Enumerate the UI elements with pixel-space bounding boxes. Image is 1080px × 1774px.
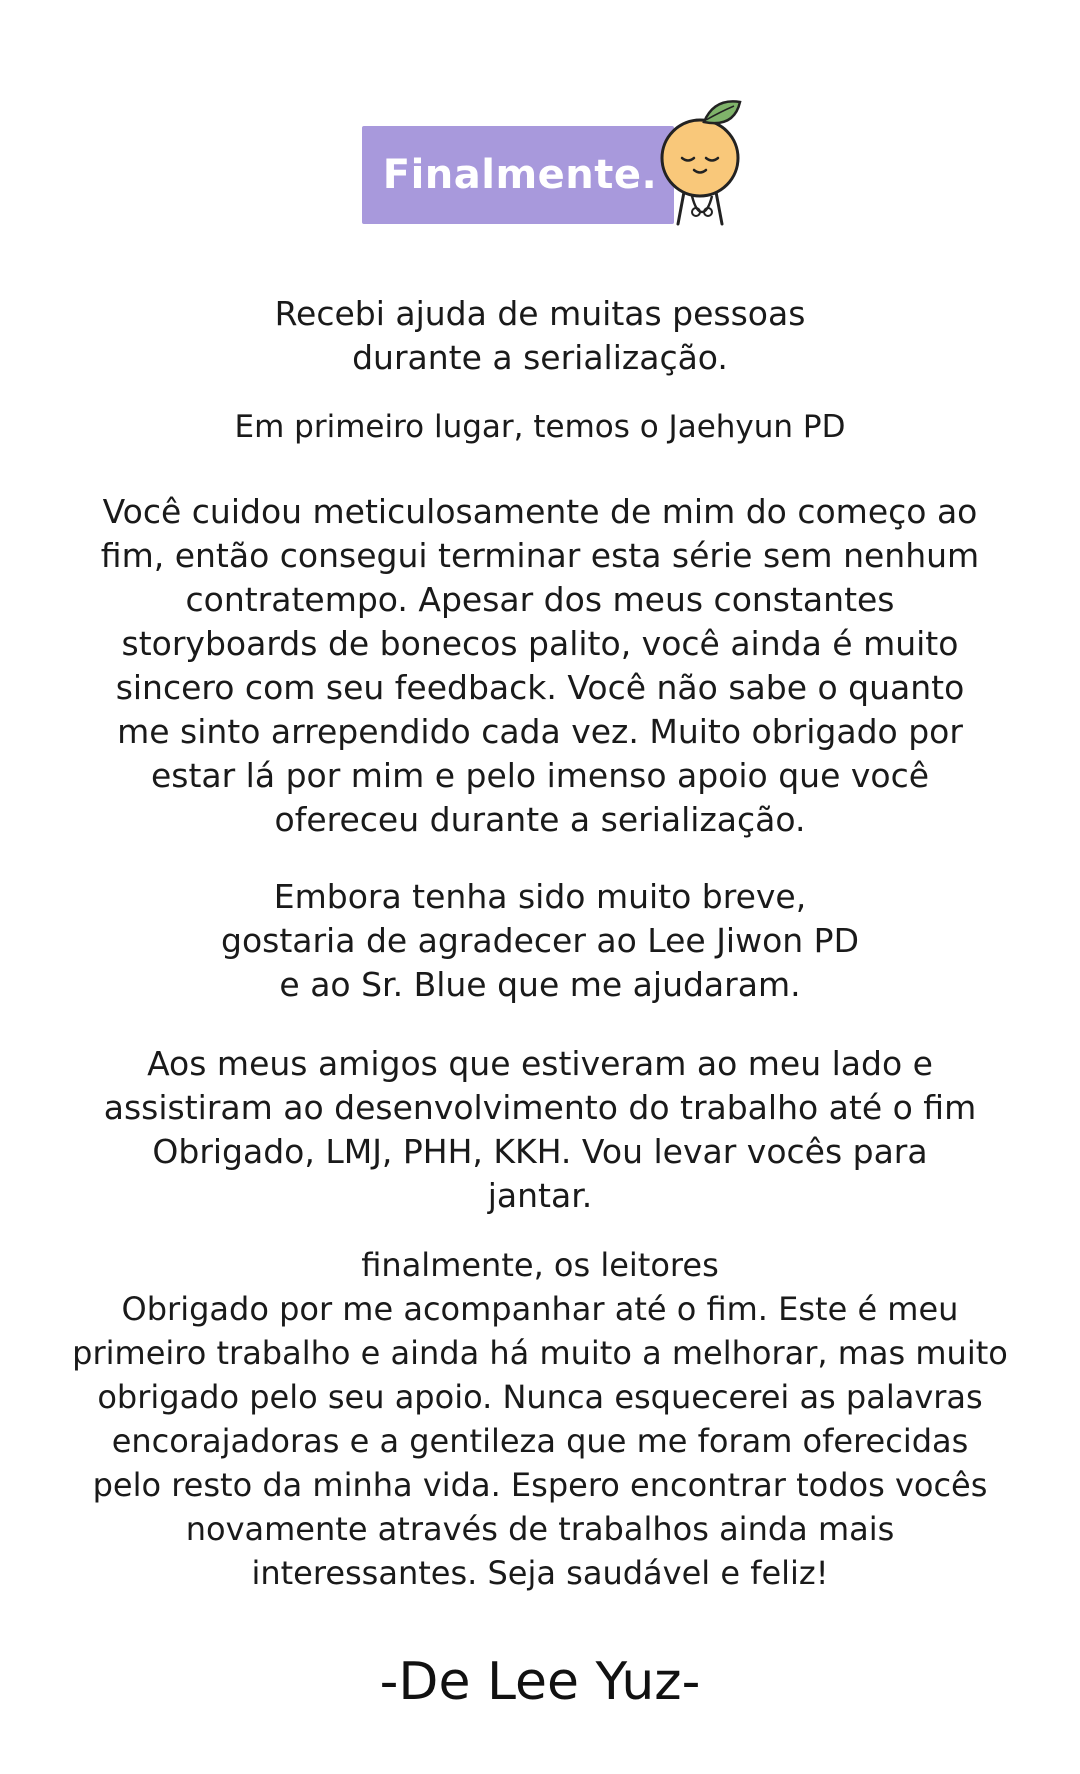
readers-paragraph: finalmente, os leitores Obrigado por me acompanhar até o fim. Este é meu primeiro trabalho e ainda há muito a melhorar, mas muito obrigado pelo seu apoio. Nunca esquecerei as palavras encorajadoras e a gentileza que me foram oferecidas pelo resto da minha vida. Espero encontrar todos vocês novamente através de trabalhos ainda mais interessantes. Seja saudável e feliz! <box>72 1246 1008 1592</box>
page-title: Finalmente. <box>382 152 658 198</box>
first-thanks-heading: Em primeiro lugar, temos o Jaehyun PD <box>234 409 846 445</box>
title-banner <box>362 126 674 224</box>
friends-paragraph: Aos meus amigos que estiveram ao meu lado e assistiram ao desenvolvimento do trabalho até o fim Obrigado, LMJ, PHH, KKH. Vou levar vocês para jantar. <box>103 1044 977 1215</box>
lee-jiwon-paragraph: Embora tenha sido muito breve, gostaria de agradecer ao Lee Jiwon PD e ao Sr. Blue que me ajudaram. <box>221 877 859 1004</box>
jaehyun-paragraph: Você cuidou meticulosamente de mim do começo ao fim, então consegui terminar esta série sem nenhum contratempo. Apesar dos meus constantes storyboards de bonecos palito, você ainda é muito sincero com seu feedback. Você não sabe o quanto me sinto arrependido cada vez. Muito obrigado por estar lá por mim e pelo imenso apoio que você ofereceu durante a serialização. <box>100 492 980 839</box>
header <box>362 96 752 228</box>
intro-paragraph: Recebi ajuda de muitas pessoas durante a serialização. <box>274 294 806 377</box>
orange-mascot-icon <box>642 96 752 228</box>
author-signature: -De Lee Yuz- <box>379 1652 701 1712</box>
